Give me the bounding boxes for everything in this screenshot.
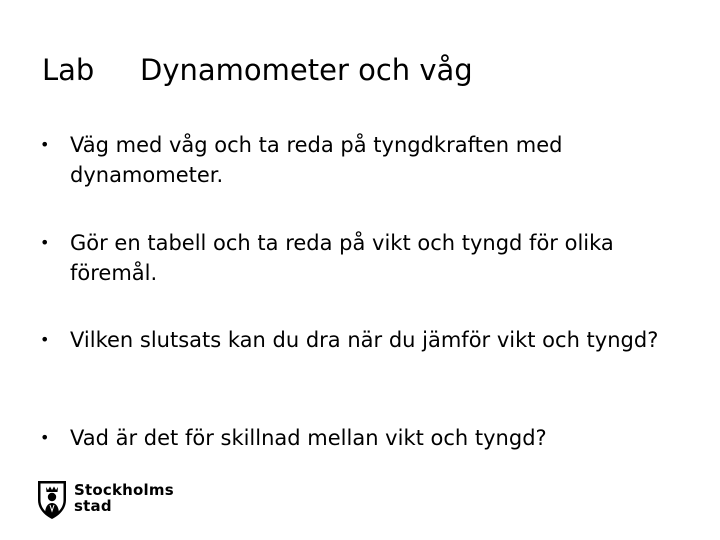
bullet-item <box>40 423 660 453</box>
bullet-item <box>40 228 660 288</box>
bullet-item <box>40 325 660 355</box>
bullet-text: Vad är det för skillnad mellan vikt och tyngd? <box>70 426 547 450</box>
city-crest-icon <box>36 478 68 520</box>
bullet-marker: • <box>40 330 50 349</box>
bullet-text: Väg med våg och ta reda på tyngdkraften med dynamometer. <box>70 133 563 187</box>
logo-line-1: Stockholms <box>74 481 174 499</box>
bullet-marker: • <box>40 233 50 252</box>
logo-line-2: stad <box>74 497 112 515</box>
logo-wordmark <box>74 482 174 514</box>
bullet-item <box>40 130 660 190</box>
bullet-marker: • <box>40 428 50 447</box>
title-prefix: Lab <box>42 53 95 87</box>
bullet-text: Gör en tabell och ta reda på vikt och tyngd för olika föremål. <box>70 231 614 285</box>
title-text: Dynamometer och våg <box>140 53 473 87</box>
bullet-text: Vilken slutsats kan du dra när du jämför vikt och tyngd? <box>70 328 659 352</box>
stockholms-stad-logo <box>36 478 186 522</box>
bullet-marker: • <box>40 135 50 154</box>
